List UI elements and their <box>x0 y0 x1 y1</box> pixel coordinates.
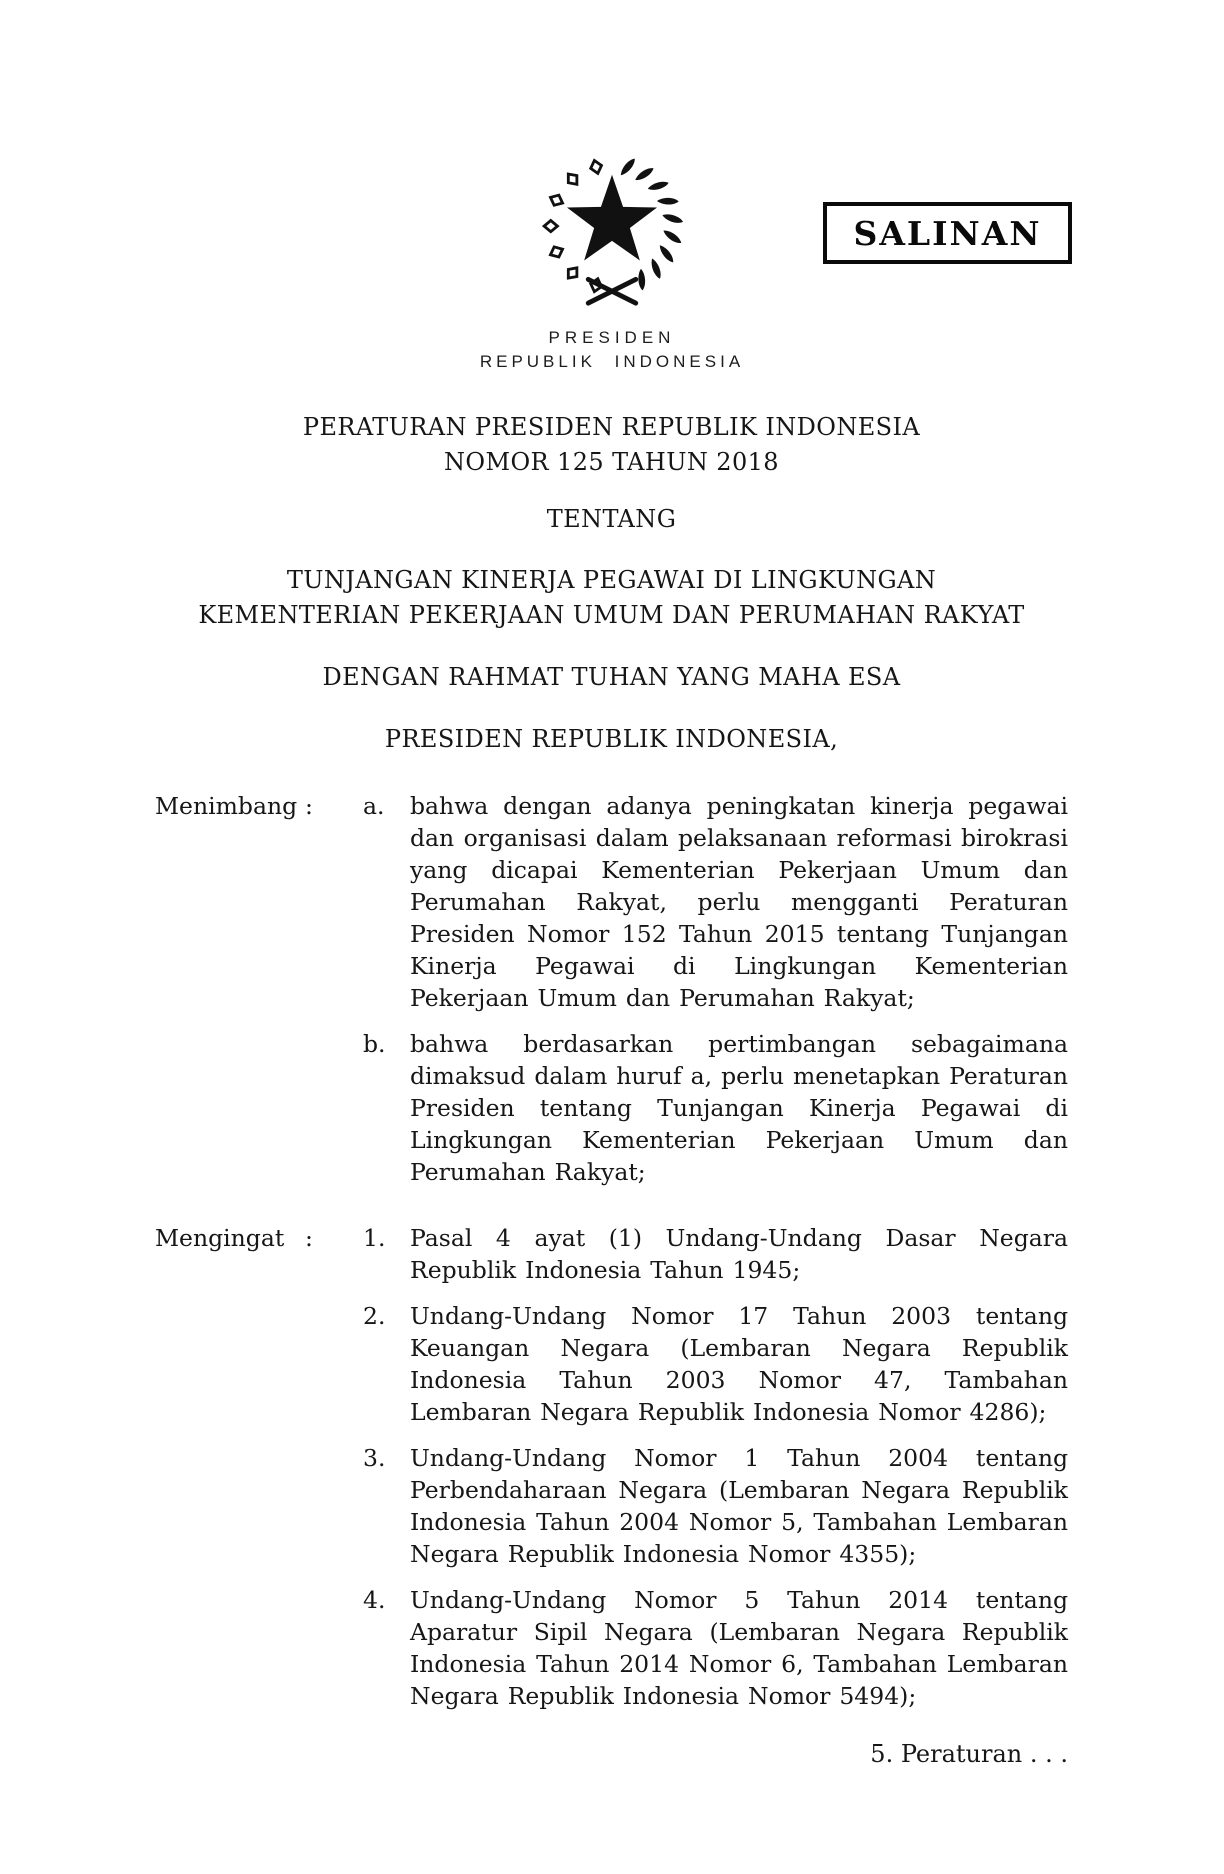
regulation-title: PERATURAN PRESIDEN REPUBLIK INDONESIA <box>302 413 921 441</box>
regulation-number: NOMOR 125 TAHUN 2018 <box>444 448 779 476</box>
salinan-stamp-label: SALINAN <box>853 213 1042 253</box>
list-item <box>363 790 1068 1014</box>
item-text: bahwa dengan adanya peningkatan kinerja pegawai dan organisasi dalam pelaksanaan reformasi birokrasi yang dicapai Kementerian Pekerjaan Umum dan Perumahan Rakyat, perlu mengganti Peraturan Presiden Nomor 152 Tahun 2015 tentang Tunjangan Kinerja Pegawai di Lingkungan Kementerian Pekerjaan Umum dan Perumahan Rakyat; <box>410 792 1068 1012</box>
document-body <box>155 410 1068 1770</box>
catchword: 5. Peraturan . . . <box>870 1740 1068 1768</box>
list-item <box>363 1222 1068 1286</box>
letterhead-line2: REPUBLIK INDONESIA <box>479 352 745 371</box>
consideration-sections <box>155 790 1068 1712</box>
item-text: Pasal 4 ayat (1) Undang-Undang Dasar Negara Republik Indonesia Tahun 1945; <box>410 1224 1068 1284</box>
list-item <box>363 1028 1068 1188</box>
section-label: Mengingat <box>155 1224 285 1252</box>
consideration-section <box>155 1222 1068 1712</box>
item-text: bahwa berdasarkan pertimbangan sebagaimana dimaksud dalam huruf a, perlu menetapkan Peraturan Presiden tentang Tunjangan Kinerja Pegawai di Lingkungan Kementerian Pekerjaan Umum dan Perumahan Rakyat; <box>410 1030 1068 1186</box>
section-colon: : <box>305 1224 313 1252</box>
presidential-seal-icon <box>533 146 691 318</box>
star-icon <box>567 175 657 261</box>
section-items <box>363 790 1068 1188</box>
tentang-label: TENTANG <box>546 505 677 533</box>
section-label: Menimbang <box>155 792 298 820</box>
item-marker: 3. <box>363 1444 386 1472</box>
item-marker: a. <box>363 792 385 820</box>
list-item <box>363 1442 1068 1570</box>
consideration-section <box>155 790 1068 1188</box>
item-text: Undang-Undang Nomor 1 Tahun 2004 tentang Perbendaharaan Negara (Lembaran Negara Republik Indonesia Tahun 2004 Nomor 5, Tambahan Lembaran Negara Republik Indonesia Nomor 4355); <box>410 1444 1068 1568</box>
letterhead <box>0 0 1224 374</box>
section-items <box>363 1222 1068 1712</box>
item-text: Undang-Undang Nomor 5 Tahun 2014 tentang Aparatur Sipil Negara (Lembaran Negara Republik Indonesia Tahun 2014 Nomor 6, Tambahan Lembaran Negara Republik Indonesia Nomor 5494); <box>410 1586 1068 1710</box>
item-marker: 1. <box>363 1224 386 1252</box>
invocation: DENGAN RAHMAT TUHAN YANG MAHA ESA <box>322 663 901 691</box>
list-item <box>363 1584 1068 1712</box>
section-colon: : <box>305 792 313 820</box>
item-marker: 2. <box>363 1302 386 1330</box>
item-marker: 4. <box>363 1586 386 1614</box>
letterhead-line1: PRESIDEN <box>548 328 676 347</box>
subject-line-2: KEMENTERIAN PEKERJAAN UMUM DAN PERUMAHAN RAKYAT <box>198 601 1025 629</box>
list-item <box>363 1300 1068 1428</box>
subject-line-1: TUNJANGAN KINERJA PEGAWAI DI LINGKUNGAN <box>286 566 937 594</box>
salinan-stamp <box>823 202 1072 264</box>
item-text: Undang-Undang Nomor 17 Tahun 2003 tentang Keuangan Negara (Lembaran Negara Republik Indonesia Tahun 2003 Nomor 47, Tambahan Lembaran Negara Republik Indonesia Nomor 4286); <box>410 1302 1068 1426</box>
item-marker: b. <box>363 1030 386 1058</box>
enacting-authority: PRESIDEN REPUBLIK INDONESIA, <box>384 725 839 753</box>
